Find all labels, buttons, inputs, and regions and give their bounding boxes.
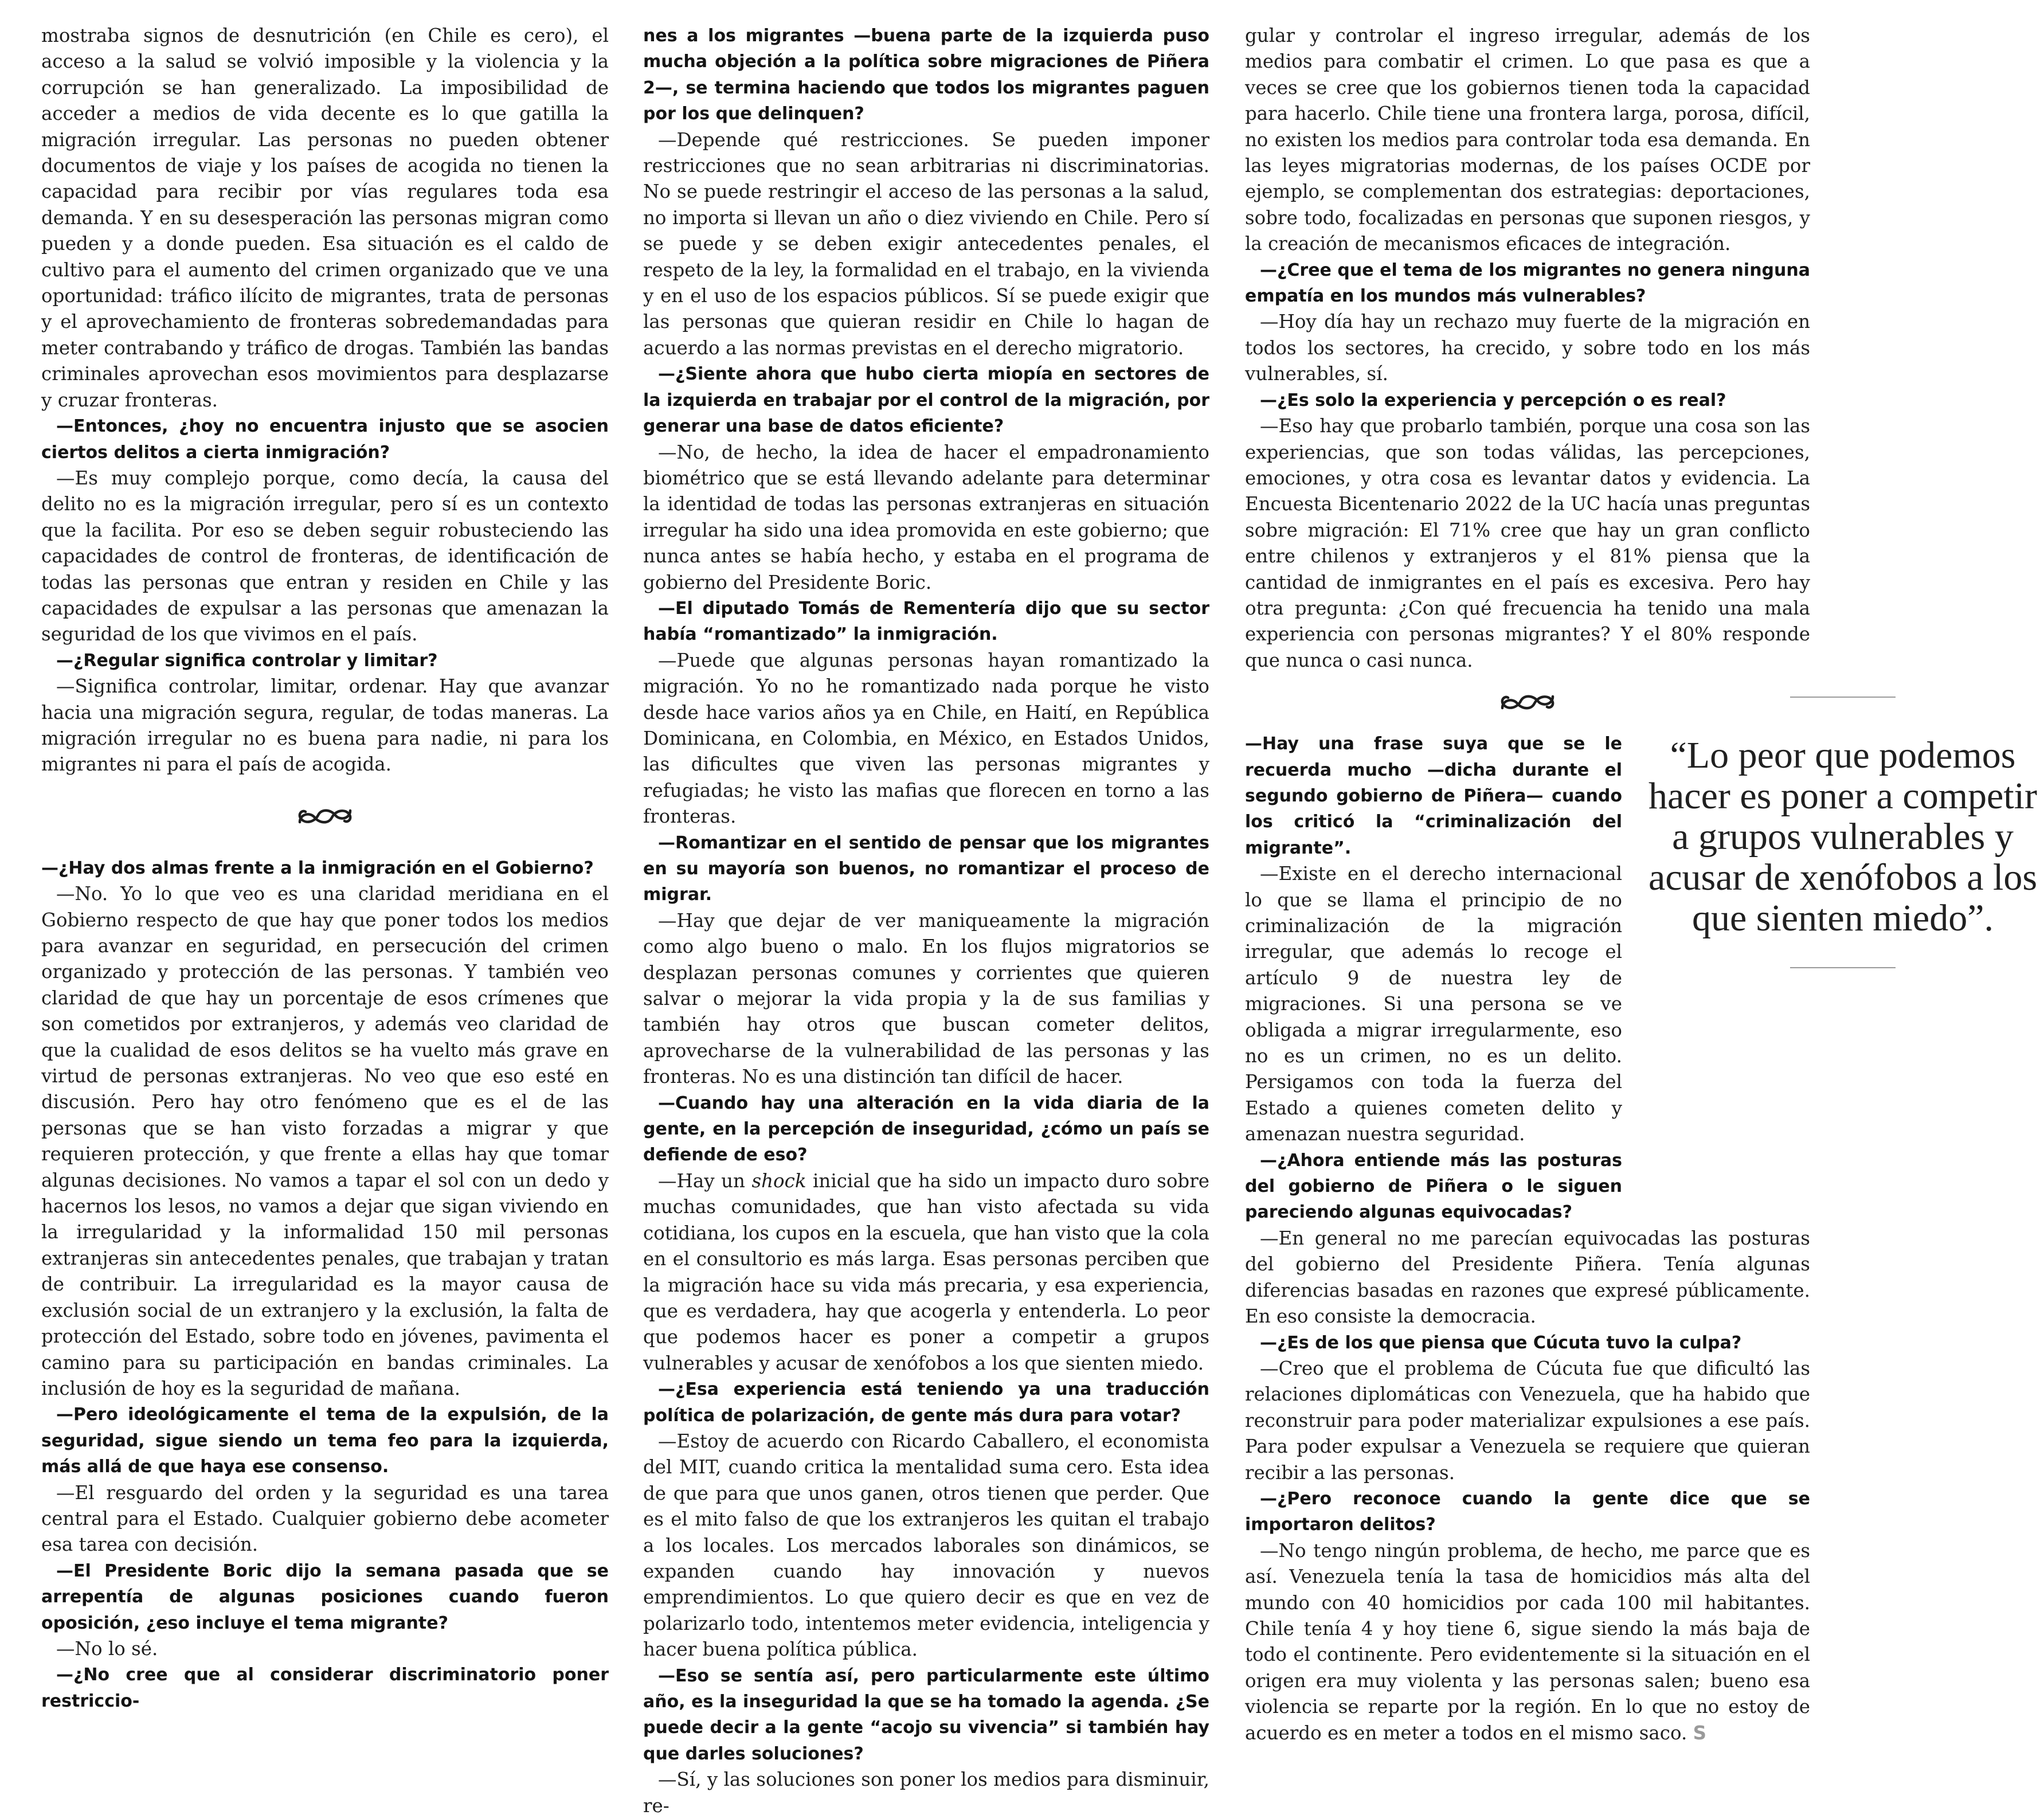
interview-question: —¿Es solo la experiencia y percepción o es real? <box>1260 390 1726 410</box>
answer-body: —No tengo ningún problema, de hecho, me parce que es así. Venezuela tenía la tasa de homicidios más alta del mundo con 40 homicidios por cada 100 mil habitantes. Chile tenía 4 y hoy tiene 6, sigue siendo la más baja de todo el continente. Pero evidentemente si la situación en el origen era muy violenta y las personas salen; bueno esa violencia se reparte por la región. En lo que no estoy de acuerdo es en meter a todos en el mismo saco. <box>1245 1539 1810 1744</box>
interview-question: —Hay una frase suya que se le recuerda mucho —dicha durante el segundo gobierno de Piñera— cuando los criticó la “criminalización del migrante”. <box>1245 734 1622 858</box>
interview-answer: —Eso hay que probarlo también, porque una cosa son las experiencias, que son todas válidas, las percepciones, emociones, y otra cosa es levantar datos y evidencia. La Encuesta Bicentenario 2022 de la UC hacía unas preguntas sobre migración: El 71% cree que hay un gran conflicto entre chilenos y extranjeros y el 81% piensa que la cantidad de inmigrantes en el país es excesiva. Pero hay otra pregunta: ¿Con qué frecuencia ha tenido una mala experiencia con personas migrantes? Y el 80% responde que nunca o casi nunca. <box>1245 415 1810 671</box>
interview-answer: —Depende qué restricciones. Se pueden imponer restricciones que no sean arbitrarias ni discriminatorias. No se puede restringir el acceso de las personas a la salud, no importa si llevan un año o diez viviendo en Chile. Pero sí se puede y se deben exigir antecedentes penales, el respeto de la ley, la formalidad en el trabajo, en la vivienda y en el uso de los espacios públicos. Sí se puede exigir que las personas que quieran residir en Chile lo hagan de acuerdo a las normas previstas en el derecho migratorio. <box>643 128 1209 359</box>
interview-answer: mostraba signos de desnutrición (en Chile es cero), el acceso a la salud se volvió imposible y la violencia y la corrupción se han generalizado. La imposibilidad de acceder a medios de vida decente es lo que gatilla la migración irregular. Las personas no pueden obtener documentos de viaje y los países de acogida no tienen la capacidad para recibir por vías regulares toda esa demanda. Y en su desesperación las personas migran como pueden y a donde pueden. Esa situación es el caldo de cultivo para el aumento del crimen organizado que ve una oportunidad: tráfico ilícito de migrantes, trata de personas y el aprovechamiento de fronteras sobredemandadas para meter contrabando y tráfico de drogas. También las bandas criminales aprovechan esos movimientos para desplazarse y cruzar fronteras. <box>41 25 609 411</box>
interview-question: —¿No cree que al considerar discriminatorio poner restriccio- <box>41 1665 609 1711</box>
interview-question: —¿Es de los que piensa que Cúcuta tuvo la culpa? <box>1260 1332 1742 1353</box>
interview-question: —Cuando hay una alteración en la vida diaria de la gente, en la percepción de inseguridad, ¿cómo un país se defiende de eso? <box>643 1093 1209 1165</box>
end-of-article-mark: S <box>1693 1722 1707 1744</box>
interview-question: —Eso se sentía así, pero particularmente este último año, es la inseguridad la que se ha tomado la agenda. ¿Se puede decir a la gente “acojo su vivencia” si también hay que darles soluciones? <box>643 1665 1209 1764</box>
interview-question: —¿Pero reconoce cuando la gente dice que se importaron delitos? <box>1245 1488 1810 1535</box>
interview-question: —Pero ideológicamente el tema de la expulsión, de la seguridad, sigue siendo un tema feo para la izquierda, más allá de que haya ese consenso. <box>41 1405 609 1477</box>
interview-answer: —Existe en el derecho internacional lo que se llama el principio de no criminalización de la migración irregular, que además lo recoge el artículo 9 de nuestra ley de migraciones. Si una persona se ve obligada a migrar irregularmente, eso no es un crimen, no es un delito. Persigamos con toda la fuerza del Estado a quienes cometen delito y amenazan nuestra seguridad. <box>1245 863 1622 1145</box>
answer-body: inicial que ha sido un impacto duro sobre muchas comunidades, que han visto afectada su vida cotidiana, los cupos en la escuela, que han visto que la cola en el consultorio es más larga. Esas personas perciben que la migración hace su vida más precaria, y esa experiencia, que es verdadera, hay que acogerla y entenderla. Lo peor que podemos hacer es poner a competir a grupos vulnerables y acusar de xenófobos a los que sienten miedo. <box>643 1169 1209 1374</box>
section-ornament <box>41 778 609 855</box>
interview-answer: —No, de hecho, la idea de hacer el empadronamiento biométrico que se está llevando adelante para determinar la identidad de todas las personas extranjeras en situación irregular ha sido una idea promovida en este gobierno; que nunca antes se había hecho, y estaba en el programa de gobierno del Presidente Boric. <box>643 441 1209 593</box>
interview-answer: —Significa controlar, limitar, ordenar. Hay que avanzar hacia una migración segura, regular, de todas maneras. La migración irregular no es buena para nadie, ni para los migrantes ni para el país de acogida. <box>41 675 609 776</box>
interview-question: —¿Siente ahora que hubo cierta miopía en sectores de la izquierda en trabajar por el control de la migración, por generar una base de datos eficiente? <box>643 364 1209 437</box>
interview-question: —¿Esa experiencia está teniendo ya una traducción política de polarización, de gente más dura para votar? <box>643 1379 1209 1426</box>
interview-answer: —No lo sé. <box>56 1637 158 1660</box>
pull-quote-bottom-rule <box>1790 967 1896 968</box>
scroll-flourish-icon <box>295 803 355 830</box>
answer-lead: —Hay un <box>658 1169 752 1192</box>
interview-answer: —Hoy día hay un rechazo muy fuerte de la migración en todos los sectores, ha crecido, y sobre todo en los más vulnerables, sí. <box>1245 311 1810 385</box>
pull-quote-text: “Lo peor que podemos hacer es poner a competir a grupos vulnerables y acusar de xenófobos a los que sienten miedo”. <box>1648 734 2038 939</box>
scroll-flourish-icon <box>1498 689 1557 716</box>
interview-question: —Romantizar en el sentido de pensar que los migrantes en su mayoría son buenos, no romantizar el proceso de migrar. <box>643 832 1209 905</box>
interview-question: —El Presidente Boric dijo la semana pasada que se arrepentía de algunas posiciones cuando fueron oposición, ¿eso incluye el tema migrante? <box>41 1560 609 1633</box>
interview-answer: —Hay que dejar de ver maniqueamente la migración como algo bueno o malo. En los flujos migratorios se desplazan personas comunes y corrientes que quieren salvar o mejorar la vida propia y la de sus familias y también hay otros que buscan cometer delitos, aprovecharse de la vulnerabilidad de las personas y las fronteras. No es una distinción tan difícil de hacer. <box>643 909 1209 1088</box>
interview-answer <box>643 1168 1209 1376</box>
article-column-1 <box>41 23 609 1714</box>
interview-question: —¿Ahora entiende más las posturas del gobierno de Piñera o le siguen pareciendo algunas equivocadas? <box>1245 1150 1622 1223</box>
interview-question: —El diputado Tomás de Rementería dijo que su sector había “romantizado” la inmigración. <box>643 598 1209 645</box>
interview-answer: —Estoy de acuerdo con Ricardo Caballero, el economista del MIT, cuando critica la mentalidad suma cero. Esta idea de que para que unos ganen, otros tienen que perder. Que es el mito falso de que los extranjeros les quitan el trabajo a los locales. Los mercados laborales son dinámicos, se expanden cuando hay innovación y nuevos emprendimientos. Lo que quiero decir es que en vez de polarizarlo todo, intentemos meter evidencia, inteligencia y hacer buena política pública. <box>643 1430 1209 1661</box>
interview-question: nes a los migrantes —buena parte de la izquierda puso mucha objeción a la política sobre migraciones de Piñera 2—, se termina haciendo que todos los migrantes paguen por los que delinquen? <box>643 26 1209 124</box>
article-column-2 <box>643 23 1209 1819</box>
interview-question: —¿Hay dos almas frente a la inmigración en el Gobierno? <box>41 858 594 878</box>
interview-answer: —En general no me parecían equivocadas las posturas del gobierno del Presidente Piñera. Tenía algunas diferencias basadas en razones que expresé públicamente. En eso consiste la democracia. <box>1245 1227 1810 1328</box>
italic-term: shock <box>751 1169 806 1192</box>
interview-answer: —El resguardo del orden y la seguridad es una tarea central para el Estado. Cualquier gobierno debe acometer esa tarea con decisión. <box>41 1481 609 1556</box>
interview-question: —¿Regular significa controlar y limitar? <box>56 650 438 671</box>
interview-answer: —Puede que algunas personas hayan romantizado la migración. Yo no he romantizado nada porque he visto desde hace varios años ya en Chile, en Haití, en República Dominicana, en Colombia, en México, en Estados Unidos, las dificultes que viven las personas migrantes y refugiadas; he visto las mafias que florecen en torno a las fronteras. <box>643 649 1209 828</box>
interview-answer: —Creo que el problema de Cúcuta fue que dificultó las relaciones diplomáticas con Venezuela, que ha habido que reconstruir para poder materializar expulsiones a ese país. Para poder expulsar a Venezuela se requiere que quieran recibir a las personas. <box>1245 1357 1810 1484</box>
interview-answer: —Sí, y las soluciones son poner los medios para disminuir, re- <box>643 1769 1209 1817</box>
interview-answer: —No. Yo lo que veo es una claridad meridiana en el Gobierno respecto de que hay que poner todos los medios para avanzar en seguridad, en persecución del crimen organizado y protección de las personas. Y también veo claridad de que hay un porcentaje de esos crímenes que son cometidos por extranjeros, y además veo claridad de que la cualidad de esos delitos se ha vuelto más grave en virtud de personas extranjeras. No veo que eso esté en discusión. Pero hay otro fenómeno que es el de las personas que se han visto forzadas a migrar y que requieren protección, y que frente a ellas hay que tomar algunas decisiones. No vamos a tapar el sol con un dedo y hacernos los lesos, no vamos a dejar que sigan viviendo en la irregularidad y la informalidad 150 mil personas extranjeras sin antecedentes penales, que trabajan y tratan de contribuir. La irregularidad es la mayor causa de exclusión social de un extranjero y la exclusión, la falta de protección del Estado, sobre todo en jóvenes, pavimenta el camino para su participación en bandas criminales. La inclusión de hoy es la seguridad de mañana. <box>41 883 609 1399</box>
interview-answer: gular y controlar el ingreso irregular, además de los medios para combatir el crimen. Lo que pasa es que a veces se cree que los gobiernos tienen toda la capacidad para hacerlo. Chile tiene una frontera larga, porosa, difícil, no existen los medios para controlar toda esa demanda. En las leyes migratorias modernas, de los países OCDE por ejemplo, se complementan dos estrategias: deportaciones, sobre todo, focalizadas en personas que suponen riesgos, y la creación de mecanismos eficaces de integración. <box>1245 25 1810 255</box>
interview-answer <box>1245 1538 1810 1746</box>
interview-question: —Entonces, ¿hoy no encuentra injusto que se asocien ciertos delitos a cierta inmigración? <box>41 416 609 463</box>
interview-answer: —Es muy complejo porque, como decía, la causa del delito no es la migración irregular, pero sí es un contexto que la facilita. Por eso se deben seguir robusteciendo las capacidades de control de fronteras, de identificación de todas las personas que entran y residen en Chile y las capacidades de expulsar a las personas que amenazan la seguridad de los que vivimos en el país. <box>41 467 609 646</box>
pull-quote <box>1645 697 2041 968</box>
interview-question: —¿Cree que el tema de los migrantes no genera ninguna empatía en los mundos más vulnerables? <box>1245 260 1810 307</box>
